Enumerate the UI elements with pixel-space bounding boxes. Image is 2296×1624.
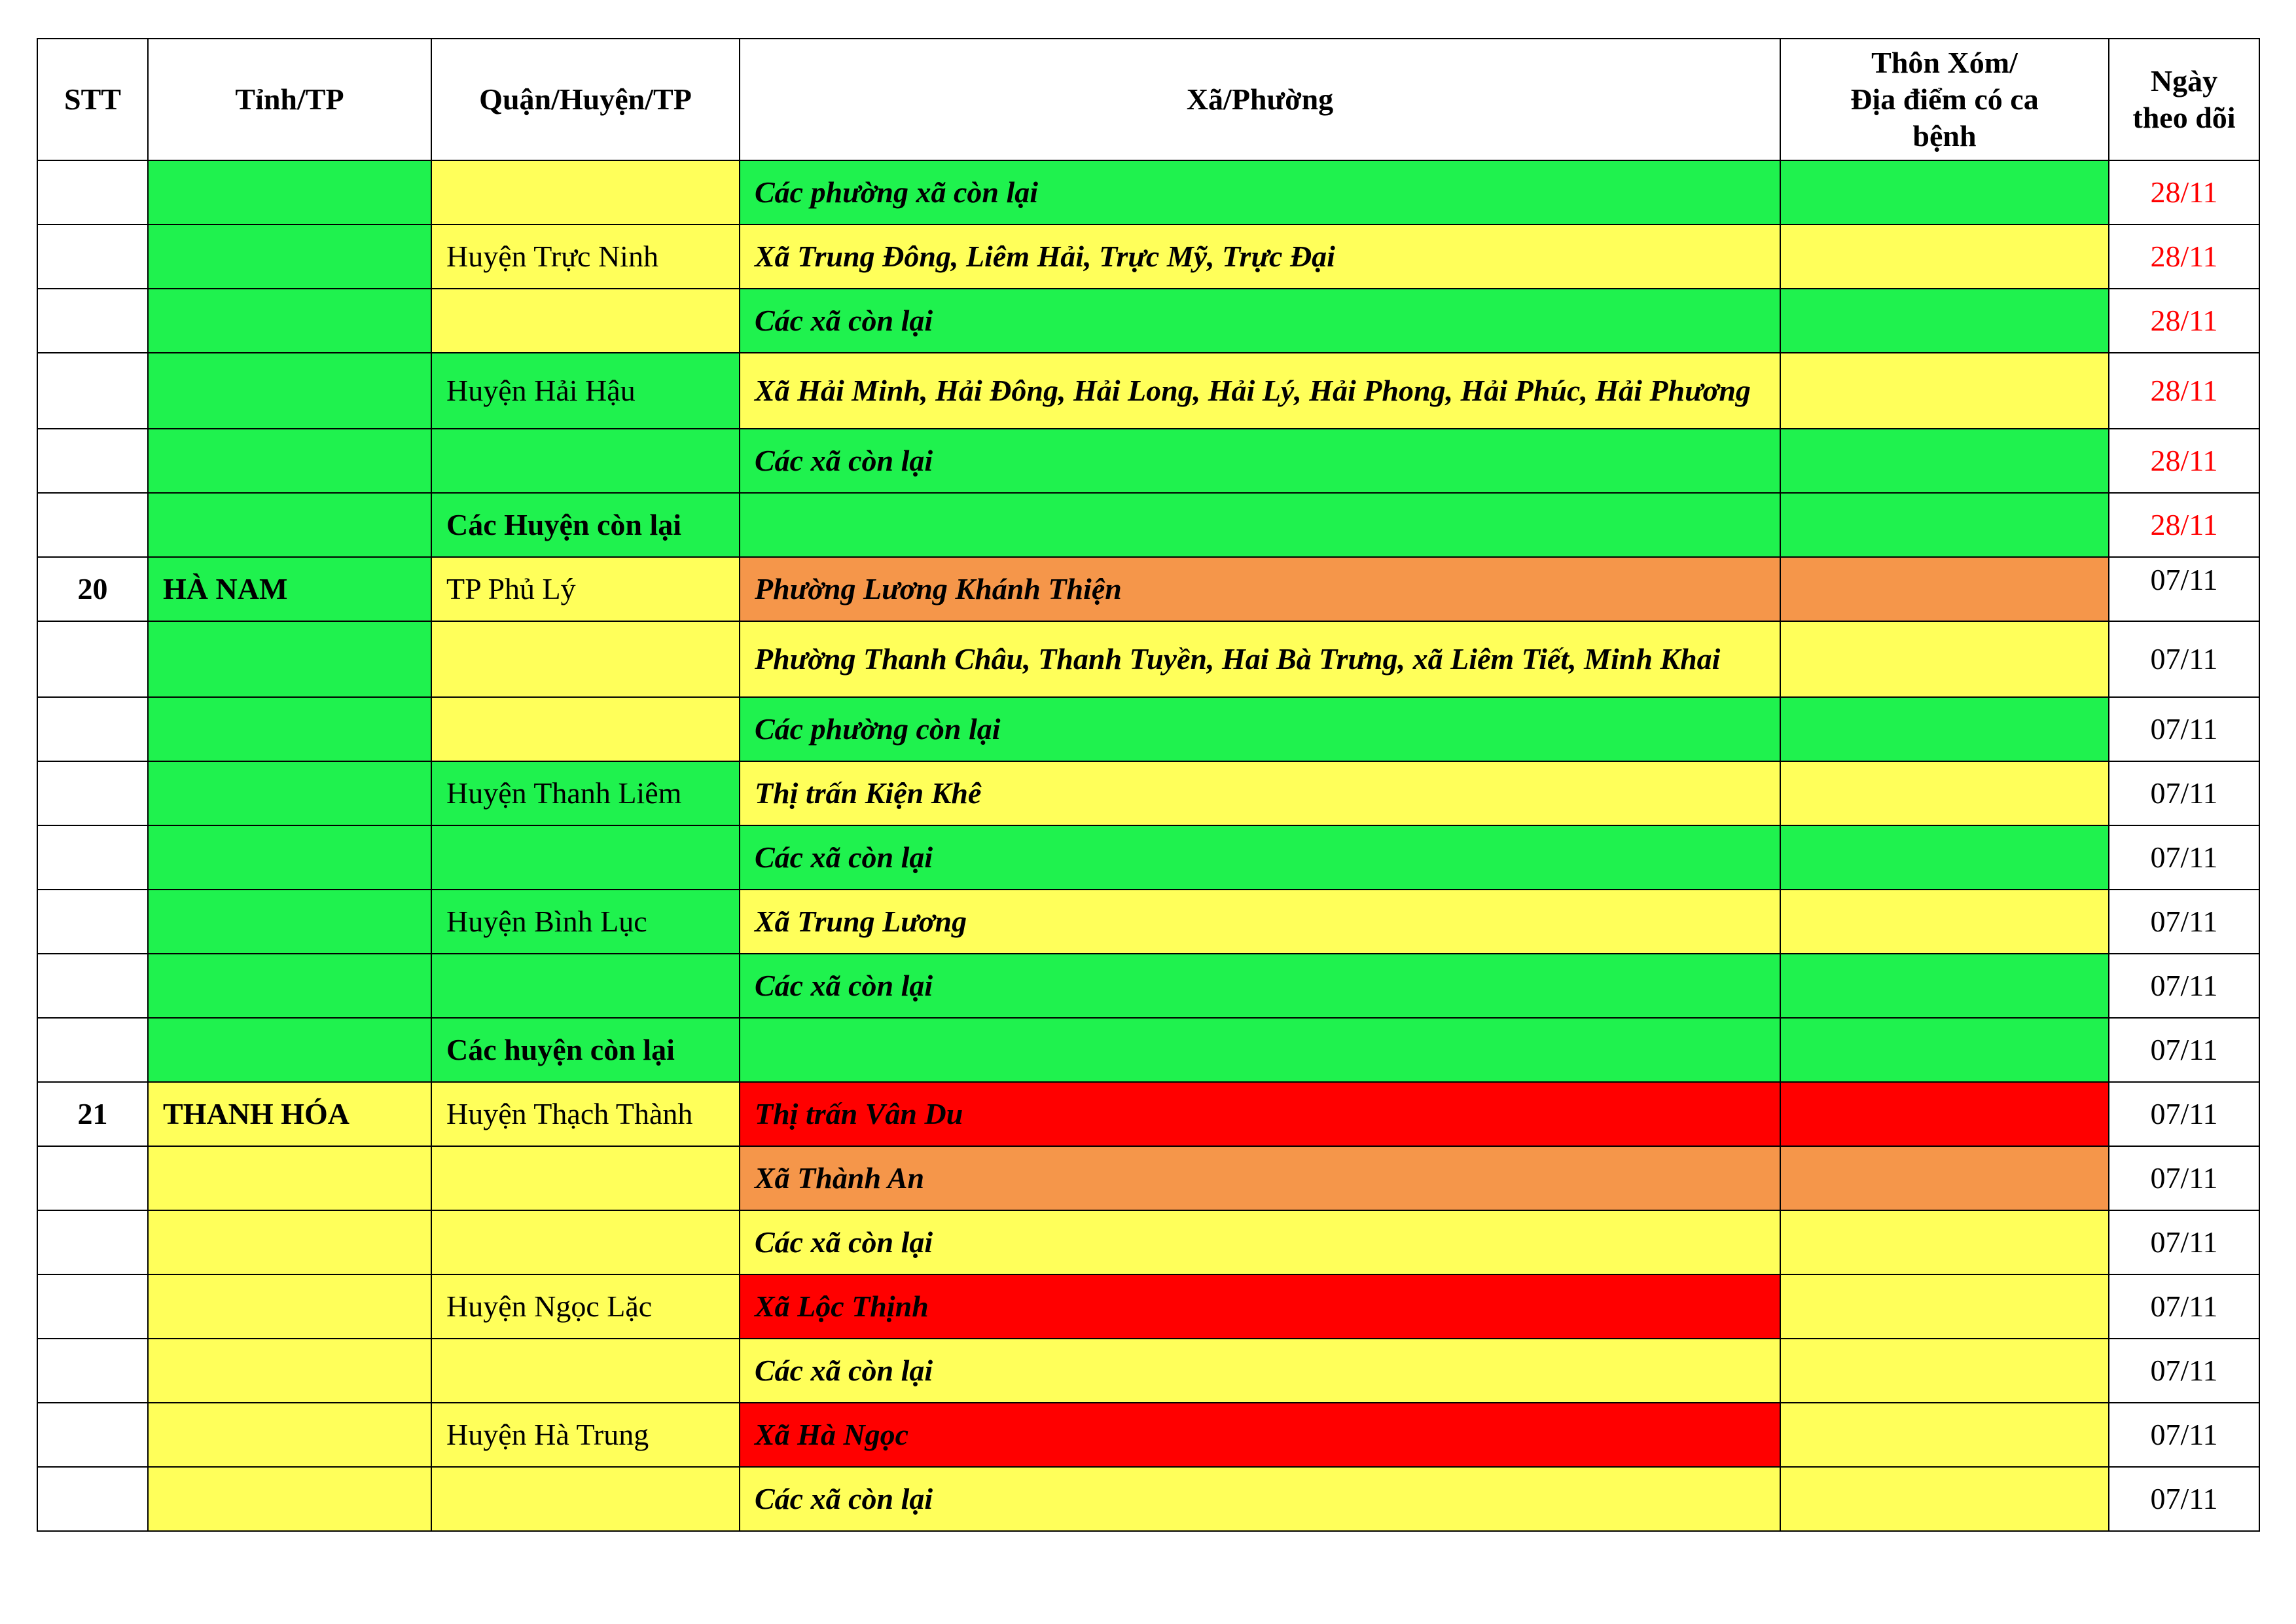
header-ward: Xã/Phường (740, 39, 1780, 160)
village-cell (1780, 557, 2109, 621)
province-cell: HÀ NAM (148, 557, 431, 621)
province-cell (148, 160, 431, 225)
district-cell: Huyện Hải Hậu (431, 353, 740, 429)
stt-cell (37, 160, 148, 225)
ward-cell: Các xã còn lại (740, 954, 1780, 1018)
date-cell: 07/11 (2109, 761, 2259, 825)
village-cell (1780, 761, 2109, 825)
province-cell (148, 890, 431, 954)
ward-cell (740, 493, 1780, 557)
table-row (37, 1018, 2259, 1082)
date-cell: 07/11 (2109, 1467, 2259, 1531)
village-cell (1780, 954, 2109, 1018)
ward-cell: Các xã còn lại (740, 1210, 1780, 1274)
table-row (37, 1146, 2259, 1210)
village-cell (1780, 493, 2109, 557)
stt-cell (37, 289, 148, 353)
header-date: Ngày theo dõi (2109, 39, 2259, 160)
zone-table (37, 38, 2260, 1532)
village-cell (1780, 697, 2109, 761)
table-row (37, 353, 2259, 429)
ward-cell: Xã Hải Minh, Hải Đông, Hải Long, Hải Lý, Hải Phong, Hải Phúc, Hải Phương (740, 353, 1780, 429)
table-row (37, 1339, 2259, 1403)
village-cell (1780, 825, 2109, 890)
date-cell: 28/11 (2109, 493, 2259, 557)
ward-cell: Các phường xã còn lại (740, 160, 1780, 225)
province-cell (148, 225, 431, 289)
province-cell (148, 954, 431, 1018)
date-cell: 07/11 (2109, 890, 2259, 954)
province-cell (148, 1210, 431, 1274)
stt-cell (37, 1274, 148, 1339)
district-cell: Huyện Ngọc Lặc (431, 1274, 740, 1339)
table-row (37, 225, 2259, 289)
table-row (37, 1467, 2259, 1531)
stt-cell (37, 621, 148, 697)
village-cell (1780, 1339, 2109, 1403)
district-cell (431, 1339, 740, 1403)
stt-cell (37, 1339, 148, 1403)
province-cell: THANH HÓA (148, 1082, 431, 1146)
ward-cell: Xã Hà Ngọc (740, 1403, 1780, 1467)
date-cell: 28/11 (2109, 353, 2259, 429)
stt-cell (37, 825, 148, 890)
date-cell: 28/11 (2109, 160, 2259, 225)
district-cell: TP Phủ Lý (431, 557, 740, 621)
stt-cell (37, 225, 148, 289)
stt-cell (37, 1018, 148, 1082)
district-cell: Huyện Trực Ninh (431, 225, 740, 289)
village-cell (1780, 225, 2109, 289)
district-cell: Các Huyện còn lại (431, 493, 740, 557)
village-cell (1780, 621, 2109, 697)
province-cell (148, 761, 431, 825)
district-cell: Huyện Hà Trung (431, 1403, 740, 1467)
ward-cell: Các phường còn lại (740, 697, 1780, 761)
village-cell (1780, 1082, 2109, 1146)
province-cell (148, 353, 431, 429)
ward-cell: Các xã còn lại (740, 429, 1780, 493)
stt-cell (37, 493, 148, 557)
table-row (37, 890, 2259, 954)
date-cell: 07/11 (2109, 621, 2259, 697)
province-cell (148, 1403, 431, 1467)
village-cell (1780, 1467, 2109, 1531)
stt-cell: 20 (37, 557, 148, 621)
date-cell: 28/11 (2109, 289, 2259, 353)
village-cell (1780, 1018, 2109, 1082)
district-cell: Huyện Thạch Thành (431, 1082, 740, 1146)
header-row (37, 39, 2259, 160)
table-row (37, 761, 2259, 825)
ward-cell: Phường Thanh Châu, Thanh Tuyền, Hai Bà Trưng, xã Liêm Tiết, Minh Khai (740, 621, 1780, 697)
header-district: Quận/Huyện/TP (431, 39, 740, 160)
province-cell (148, 493, 431, 557)
date-cell: 28/11 (2109, 429, 2259, 493)
village-cell (1780, 160, 2109, 225)
ward-cell: Xã Trung Lương (740, 890, 1780, 954)
date-cell: 07/11 (2109, 1210, 2259, 1274)
ward-cell: Thị trấn Vân Du (740, 1082, 1780, 1146)
ward-cell: Xã Lộc Thịnh (740, 1274, 1780, 1339)
province-cell (148, 1274, 431, 1339)
date-cell: 07/11 (2109, 1018, 2259, 1082)
table-row (37, 1210, 2259, 1274)
stt-cell: 21 (37, 1082, 148, 1146)
table-row (37, 493, 2259, 557)
district-cell (431, 621, 740, 697)
stt-cell (37, 1403, 148, 1467)
table-row (37, 1274, 2259, 1339)
date-cell: 07/11 (2109, 1403, 2259, 1467)
province-cell (148, 697, 431, 761)
province-cell (148, 825, 431, 890)
village-cell (1780, 429, 2109, 493)
header-stt: STT (37, 39, 148, 160)
stt-cell (37, 890, 148, 954)
district-cell: Các huyện còn lại (431, 1018, 740, 1082)
header-village: Thôn Xóm/ Địa điểm có ca bệnh (1780, 39, 2109, 160)
village-cell (1780, 353, 2109, 429)
header-province: Tỉnh/TP (148, 39, 431, 160)
date-cell: 07/11 (2109, 697, 2259, 761)
date-cell: 07/11 (2109, 1082, 2259, 1146)
ward-cell: Xã Thành An (740, 1146, 1780, 1210)
district-cell (431, 1146, 740, 1210)
stt-cell (37, 1210, 148, 1274)
village-cell (1780, 1210, 2109, 1274)
date-cell: 07/11 (2109, 1274, 2259, 1339)
district-cell (431, 954, 740, 1018)
province-cell (148, 429, 431, 493)
district-cell (431, 160, 740, 225)
province-cell (148, 1339, 431, 1403)
table-row (37, 429, 2259, 493)
table-row (37, 1082, 2259, 1146)
province-cell (148, 1146, 431, 1210)
stt-cell (37, 1146, 148, 1210)
village-cell (1780, 1274, 2109, 1339)
district-cell (431, 825, 740, 890)
date-cell: 28/11 (2109, 225, 2259, 289)
ward-cell: Các xã còn lại (740, 1467, 1780, 1531)
table-row (37, 160, 2259, 225)
date-cell: 07/11 (2109, 1146, 2259, 1210)
stt-cell (37, 697, 148, 761)
table-row (37, 954, 2259, 1018)
stt-cell (37, 353, 148, 429)
table-row (37, 1403, 2259, 1467)
district-cell (431, 429, 740, 493)
district-cell (431, 1210, 740, 1274)
village-cell (1780, 890, 2109, 954)
date-cell: 07/11 (2109, 954, 2259, 1018)
table-row (37, 697, 2259, 761)
ward-cell (740, 1018, 1780, 1082)
ward-cell: Thị trấn Kiện Khê (740, 761, 1780, 825)
district-cell (431, 1467, 740, 1531)
table-row (37, 825, 2259, 890)
table-row (37, 621, 2259, 697)
district-cell (431, 697, 740, 761)
province-cell (148, 1467, 431, 1531)
ward-cell: Các xã còn lại (740, 1339, 1780, 1403)
village-cell (1780, 1146, 2109, 1210)
district-cell: Huyện Bình Lục (431, 890, 740, 954)
stt-cell (37, 761, 148, 825)
stt-cell (37, 1467, 148, 1531)
table-row (37, 557, 2259, 621)
village-cell (1780, 1403, 2109, 1467)
ward-cell: Xã Trung Đông, Liêm Hải, Trực Mỹ, Trực Đại (740, 225, 1780, 289)
date-cell: 07/11 (2109, 1339, 2259, 1403)
ward-cell: Phường Lương Khánh Thiện (740, 557, 1780, 621)
district-cell (431, 289, 740, 353)
ward-cell: Các xã còn lại (740, 825, 1780, 890)
date-cell: 07/11 (2109, 825, 2259, 890)
table-row (37, 289, 2259, 353)
district-cell: Huyện Thanh Liêm (431, 761, 740, 825)
province-cell (148, 1018, 431, 1082)
date-cell: 07/11 (2109, 557, 2259, 621)
ward-cell: Các xã còn lại (740, 289, 1780, 353)
province-cell (148, 289, 431, 353)
village-cell (1780, 289, 2109, 353)
stt-cell (37, 429, 148, 493)
stt-cell (37, 954, 148, 1018)
province-cell (148, 621, 431, 697)
